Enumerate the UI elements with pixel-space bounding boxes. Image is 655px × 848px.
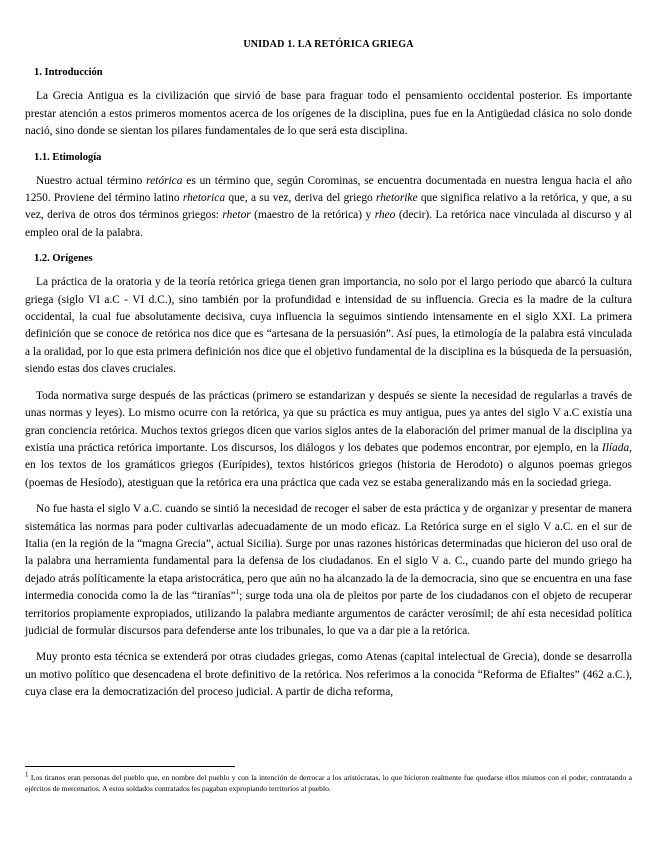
section-heading-introduccion: 1. Introducción: [34, 67, 103, 79]
paragraph-etimologia: Nuestro actual término retórica es un término que, según Corominas, se encuentra documentada en nuestra lengua hacia el año 1250. Proviene del término latino rhetorica que, a su vez, deriva del griego rhetorike que significa relativo a la retórica, y que, a su vez, deriva de otros dos términos griegos: rhetor (maestro de la retórica) y rheo (decir). La retórica nace vinculada al discurso y al empleo oral de la palabra.: [25, 174, 632, 239]
paragraph-siglo-v: No fue hasta el siglo V a.C. cuando se sintió la necesidad de recoger el saber de esta práctica y de organizar y presentar de manera sistemática las normas para poder cultivarlas adecuadamente de un modo eficaz. La Retórica surge en el siglo V a.C. en el sur de Italia (en la región de la “magna Grecia”, actual Sicilia). Surge por unas razones históricas determinadas que hicieron del uso oral de la palabra una herramienta fundamental para la defensa de los ciudadanos. En el siglo V a. C., cuando parte del mundo griego ha dejado atrás políticamente la etapa aristocrática, pero que aún no ha alcanzado la de la democracia, sino que se encuentra en una fase intermedia conocida como la de las “tiranías”$^1$; surge toda una ola de pleitos por parte de los ciudadanos con el objeto de recuperar territorios propiamente expropiados, utilizando la palabra mediante argumentos de carácter verosímil; de ahí esta necesidad política judicial de formular discursos para defenderse ante los tribunales, lo que va a dar pie a la retórica.: [25, 503, 632, 637]
term-rheo: rheo: [374, 209, 396, 222]
document-page: [25, 36, 632, 711]
footnote: [25, 772, 632, 794]
term-rhetorica: rhetorica: [182, 192, 226, 205]
footnote-reference: 1: [235, 588, 240, 597]
footnote-number: 1: [25, 770, 29, 779]
paragraph-atenas: Muy pronto esta técnica se extenderá por otras ciudades griegas, como Atenas (capital intelectual de Grecia), donde se desarrolla un motivo político que desencadena el brote definitivo de la retórica. Nos referimos a la conocida “Reforma de Efialtes” (462 a.C.), cuya clase era la democratización del proceso judicial. A partir de dicha reforma,: [25, 651, 632, 699]
page-title: UNIDAD 1. LA RETÓRICA GRIEGA: [243, 39, 414, 50]
paragraph-introduccion: La Grecia Antigua es la civilización que sirvió de base para fraguar todo el pensamiento occidental posterior. Es importante prestar atención a estos primeros momentos acerca de los orígenes de la disciplina, pues fue en la Antigüedad clásica no solo donde nació, sino donde se sientan los pilares fundamentales de lo que será esta disciplina.: [25, 90, 632, 138]
section-heading-origenes: 1.2. Orígenes: [34, 253, 93, 265]
footnote-divider: [25, 766, 235, 767]
term-retorica: retórica: [146, 174, 183, 187]
paragraph-normativa: Toda normativa surge después de las prácticas (primero se estandarizan y después se siente la necesidad de regularlas a través de unas normas y leyes). Lo mismo ocurre con la retórica, ya que su práctica es muy antigua, pues ya antes del siglo V a.C existía una gran conciencia retórica. Muchos textos griegos dicen que varios siglos antes de la elaboración del primer manual de la disciplina ya existía una práctica retórica importante. Los discursos, los diálogos y los debates que podemos encontrar, por ejemplo, en la Ilíada, en los textos de los gramáticos griegos (Eurípides), textos históricos griegos (historia de Herodoto) o algunos poemas griegos (poemas de Hesíodo), atestiguan que la retórica era una práctica que cada vez se estaba generalizando más en la sociedad griega.: [25, 389, 632, 489]
term-iliada: Ilíada: [601, 441, 630, 454]
footnote-text: Los tiranos eran personas del pueblo que, en nombre del pueblo y con la intención de derrocar a los aristócratas, lo que hicieron realmente fue quedarse ellos mismos con el poder, contratando a ejércitos de mercenarios. A estos soldados contratados les pagaban expropiando territorios al pueblo.: [25, 773, 632, 793]
term-rhetor: rhetor: [222, 209, 251, 222]
paragraph-origenes: La práctica de la oratoria y de la teoría retórica griega tienen gran importancia, no solo por el largo periodo que abarcó la cultura griega (siglo VI a.C - VI d.C.), sino también por la profundidad e intensidad de su influencia. Grecia es la madre de la cultura occidental, la cual fue absolutamente decisiva, cuya influencia la seguimos sintiendo intensamente en el siglo XXI. La primera definición que se conoce de retórica nos dice que es “artesana de la persuasión”. Así pues, la etimología de la palabra está vinculada a la oralidad, por lo que esta primera definición nos dice que el objetivo fundamental de la disciplina es la búsqueda de la persuasión, siendo estas dos claves cruciales.: [25, 276, 632, 376]
section-heading-etimologia: 1.1. Etimología: [34, 151, 102, 163]
term-rhetorike: rhetorike: [376, 192, 418, 205]
